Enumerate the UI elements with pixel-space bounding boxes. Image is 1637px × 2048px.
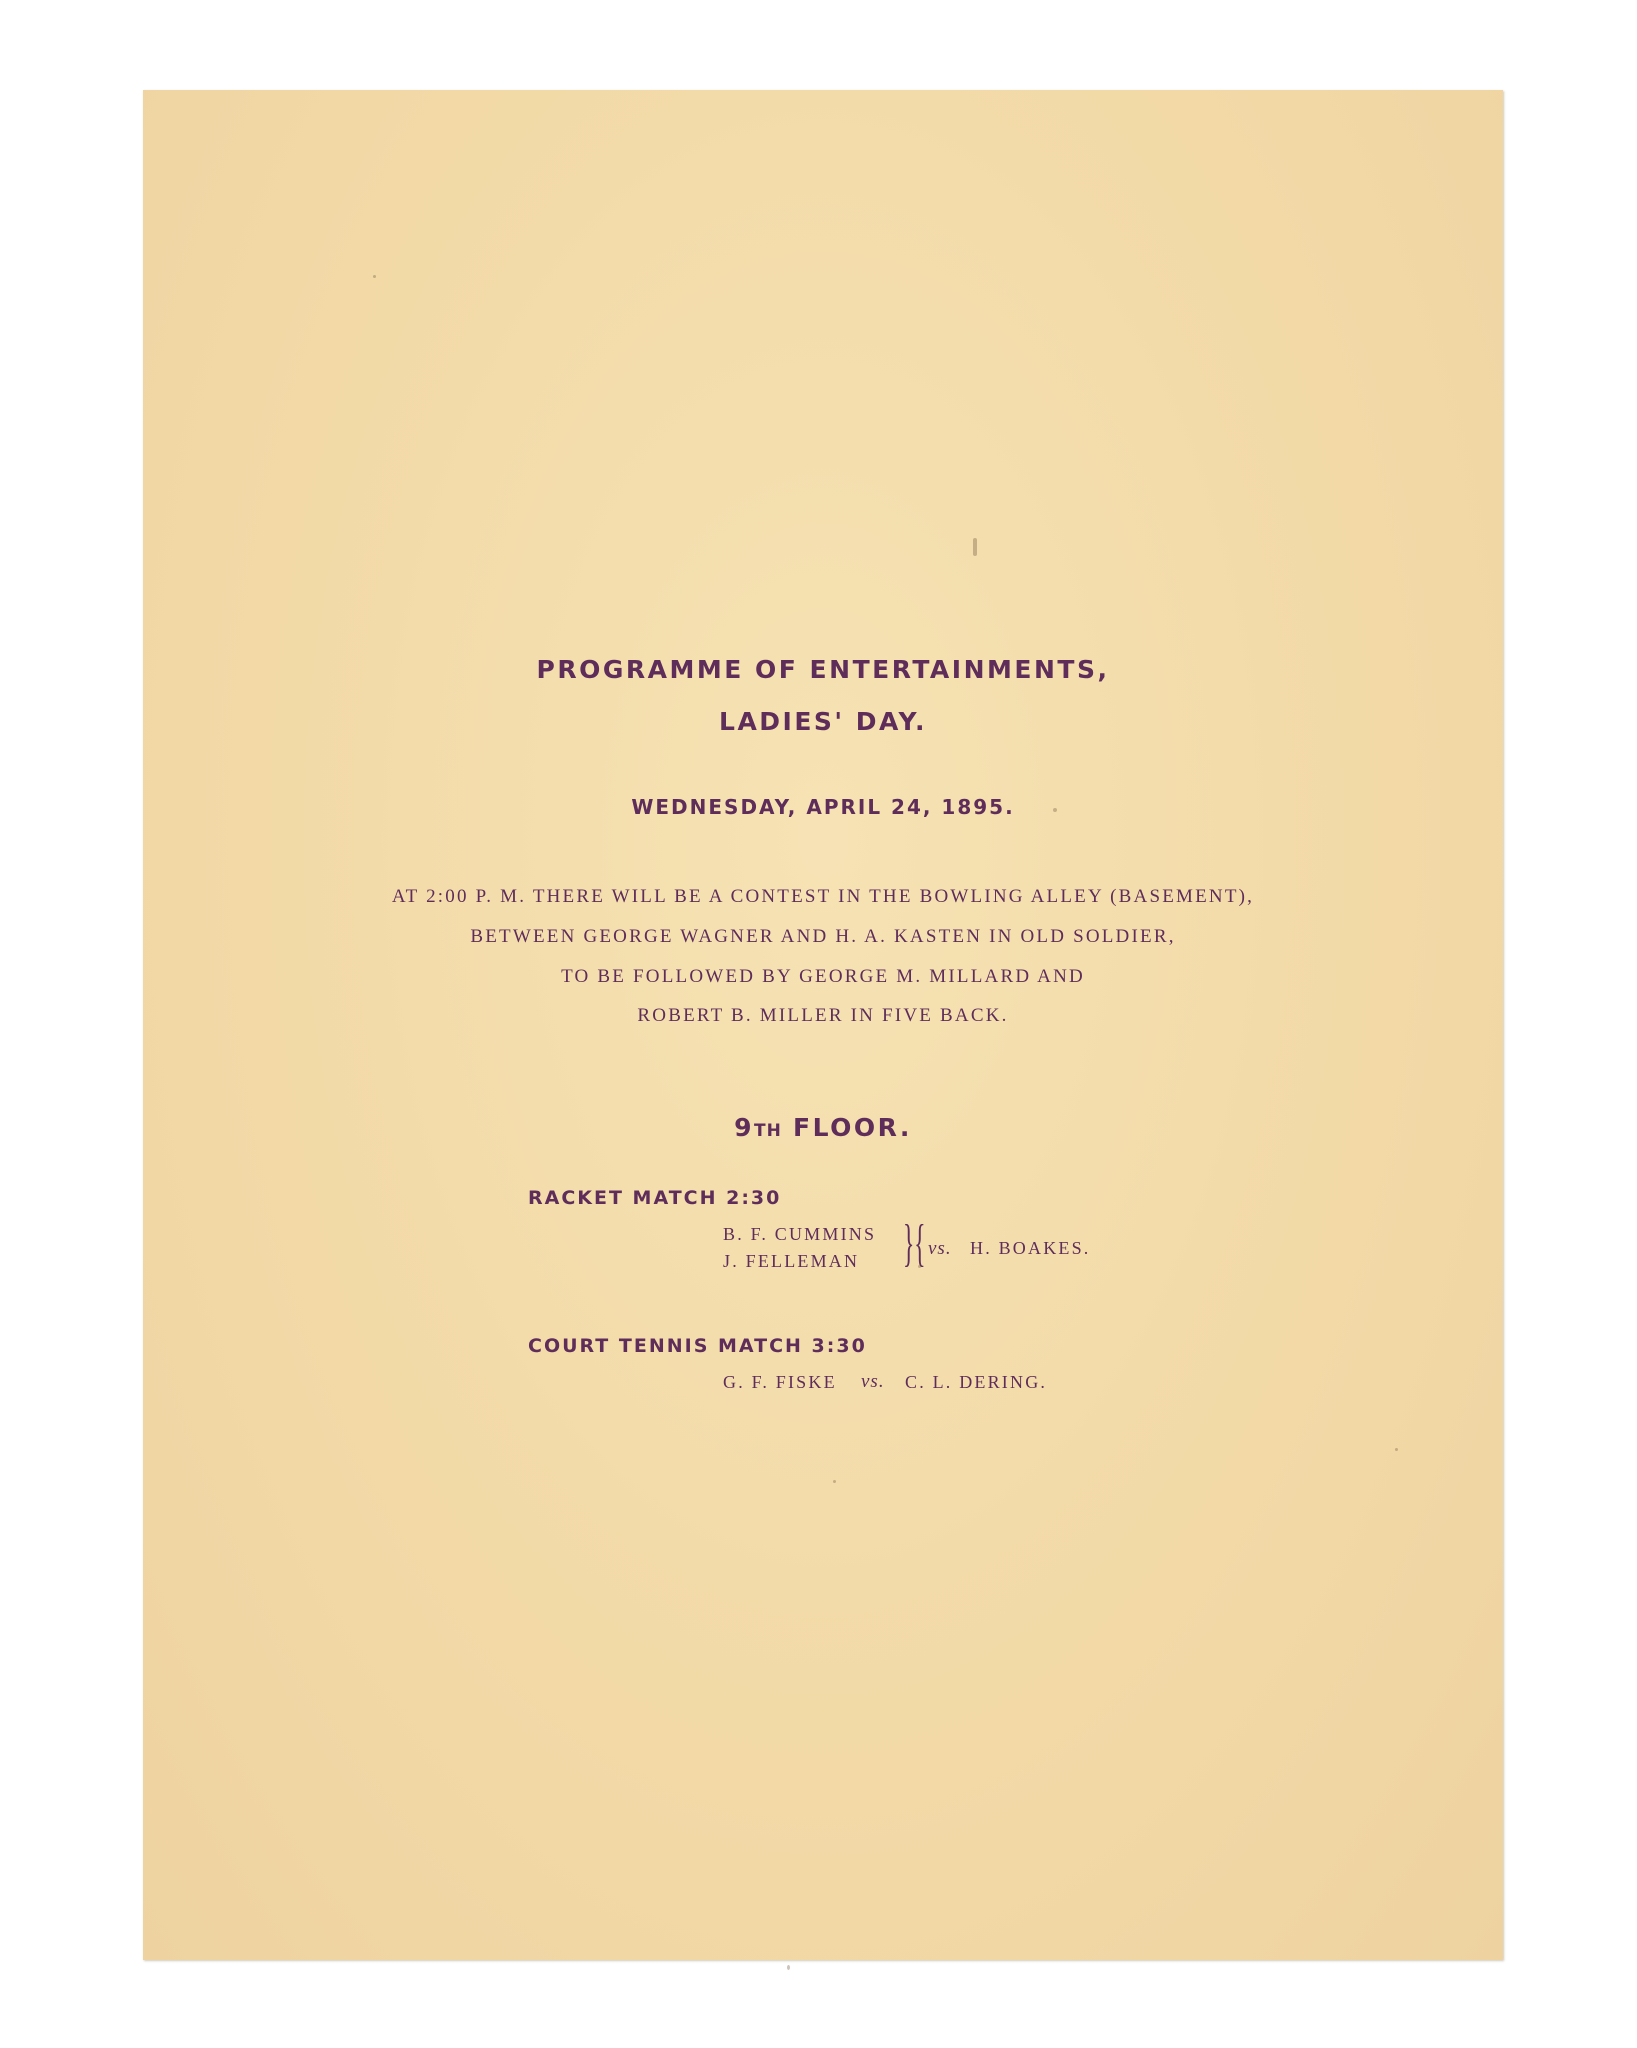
court-tennis-match-heading: COURT TENNIS MATCH 3:30 — [528, 1335, 867, 1357]
racket-player-2: J. FELLEMAN — [723, 1251, 860, 1271]
paper-speck — [373, 275, 376, 278]
paper-speck — [787, 1965, 790, 1970]
programme-title: PROGRAMME OF ENTERTAINMENTS, — [536, 655, 1110, 684]
floor-suffix: TH — [754, 1121, 782, 1141]
racket-vs: vs. — [928, 1238, 952, 1259]
paper-speck — [833, 1480, 836, 1483]
brace-icon: }{ — [903, 1215, 926, 1272]
bowling-line-1: AT 2:00 P. M. THERE WILL BE A CONTEST IN THE BOWLING ALLEY (BASEMENT), — [391, 886, 1255, 907]
bowling-line-4: ROBERT B. MILLER IN FIVE BACK. — [637, 1005, 1009, 1026]
racket-opponent: H. BOAKES. — [970, 1238, 1091, 1258]
bowling-line-3: TO BE FOLLOWED BY GEORGE M. MILLARD AND — [561, 966, 1085, 987]
racket-match-heading: RACKET MATCH 2:30 — [528, 1187, 782, 1209]
paper-speck — [1395, 1448, 1398, 1451]
floor-number: 9 — [734, 1113, 754, 1142]
floor-heading — [143, 1113, 1503, 1142]
tennis-vs: vs. — [861, 1371, 885, 1392]
paper-speck — [1053, 808, 1057, 812]
tennis-player: G. F. FISKE — [723, 1372, 837, 1392]
paper-speck — [918, 1265, 921, 1268]
racket-player-1: B. F. CUMMINS — [723, 1224, 877, 1244]
programme-date: WEDNESDAY, APRIL 24, 1895. — [631, 795, 1015, 819]
programme-card — [143, 90, 1503, 1960]
bowling-line-2: BETWEEN GEORGE WAGNER AND H. A. KASTEN IN OLD SOLDIER, — [470, 926, 1176, 947]
programme-subtitle: LADIES' DAY. — [719, 707, 927, 736]
paper-speck — [973, 538, 977, 556]
floor-label: FLOOR. — [793, 1113, 912, 1142]
tennis-opponent: C. L. DERING. — [905, 1372, 1048, 1392]
